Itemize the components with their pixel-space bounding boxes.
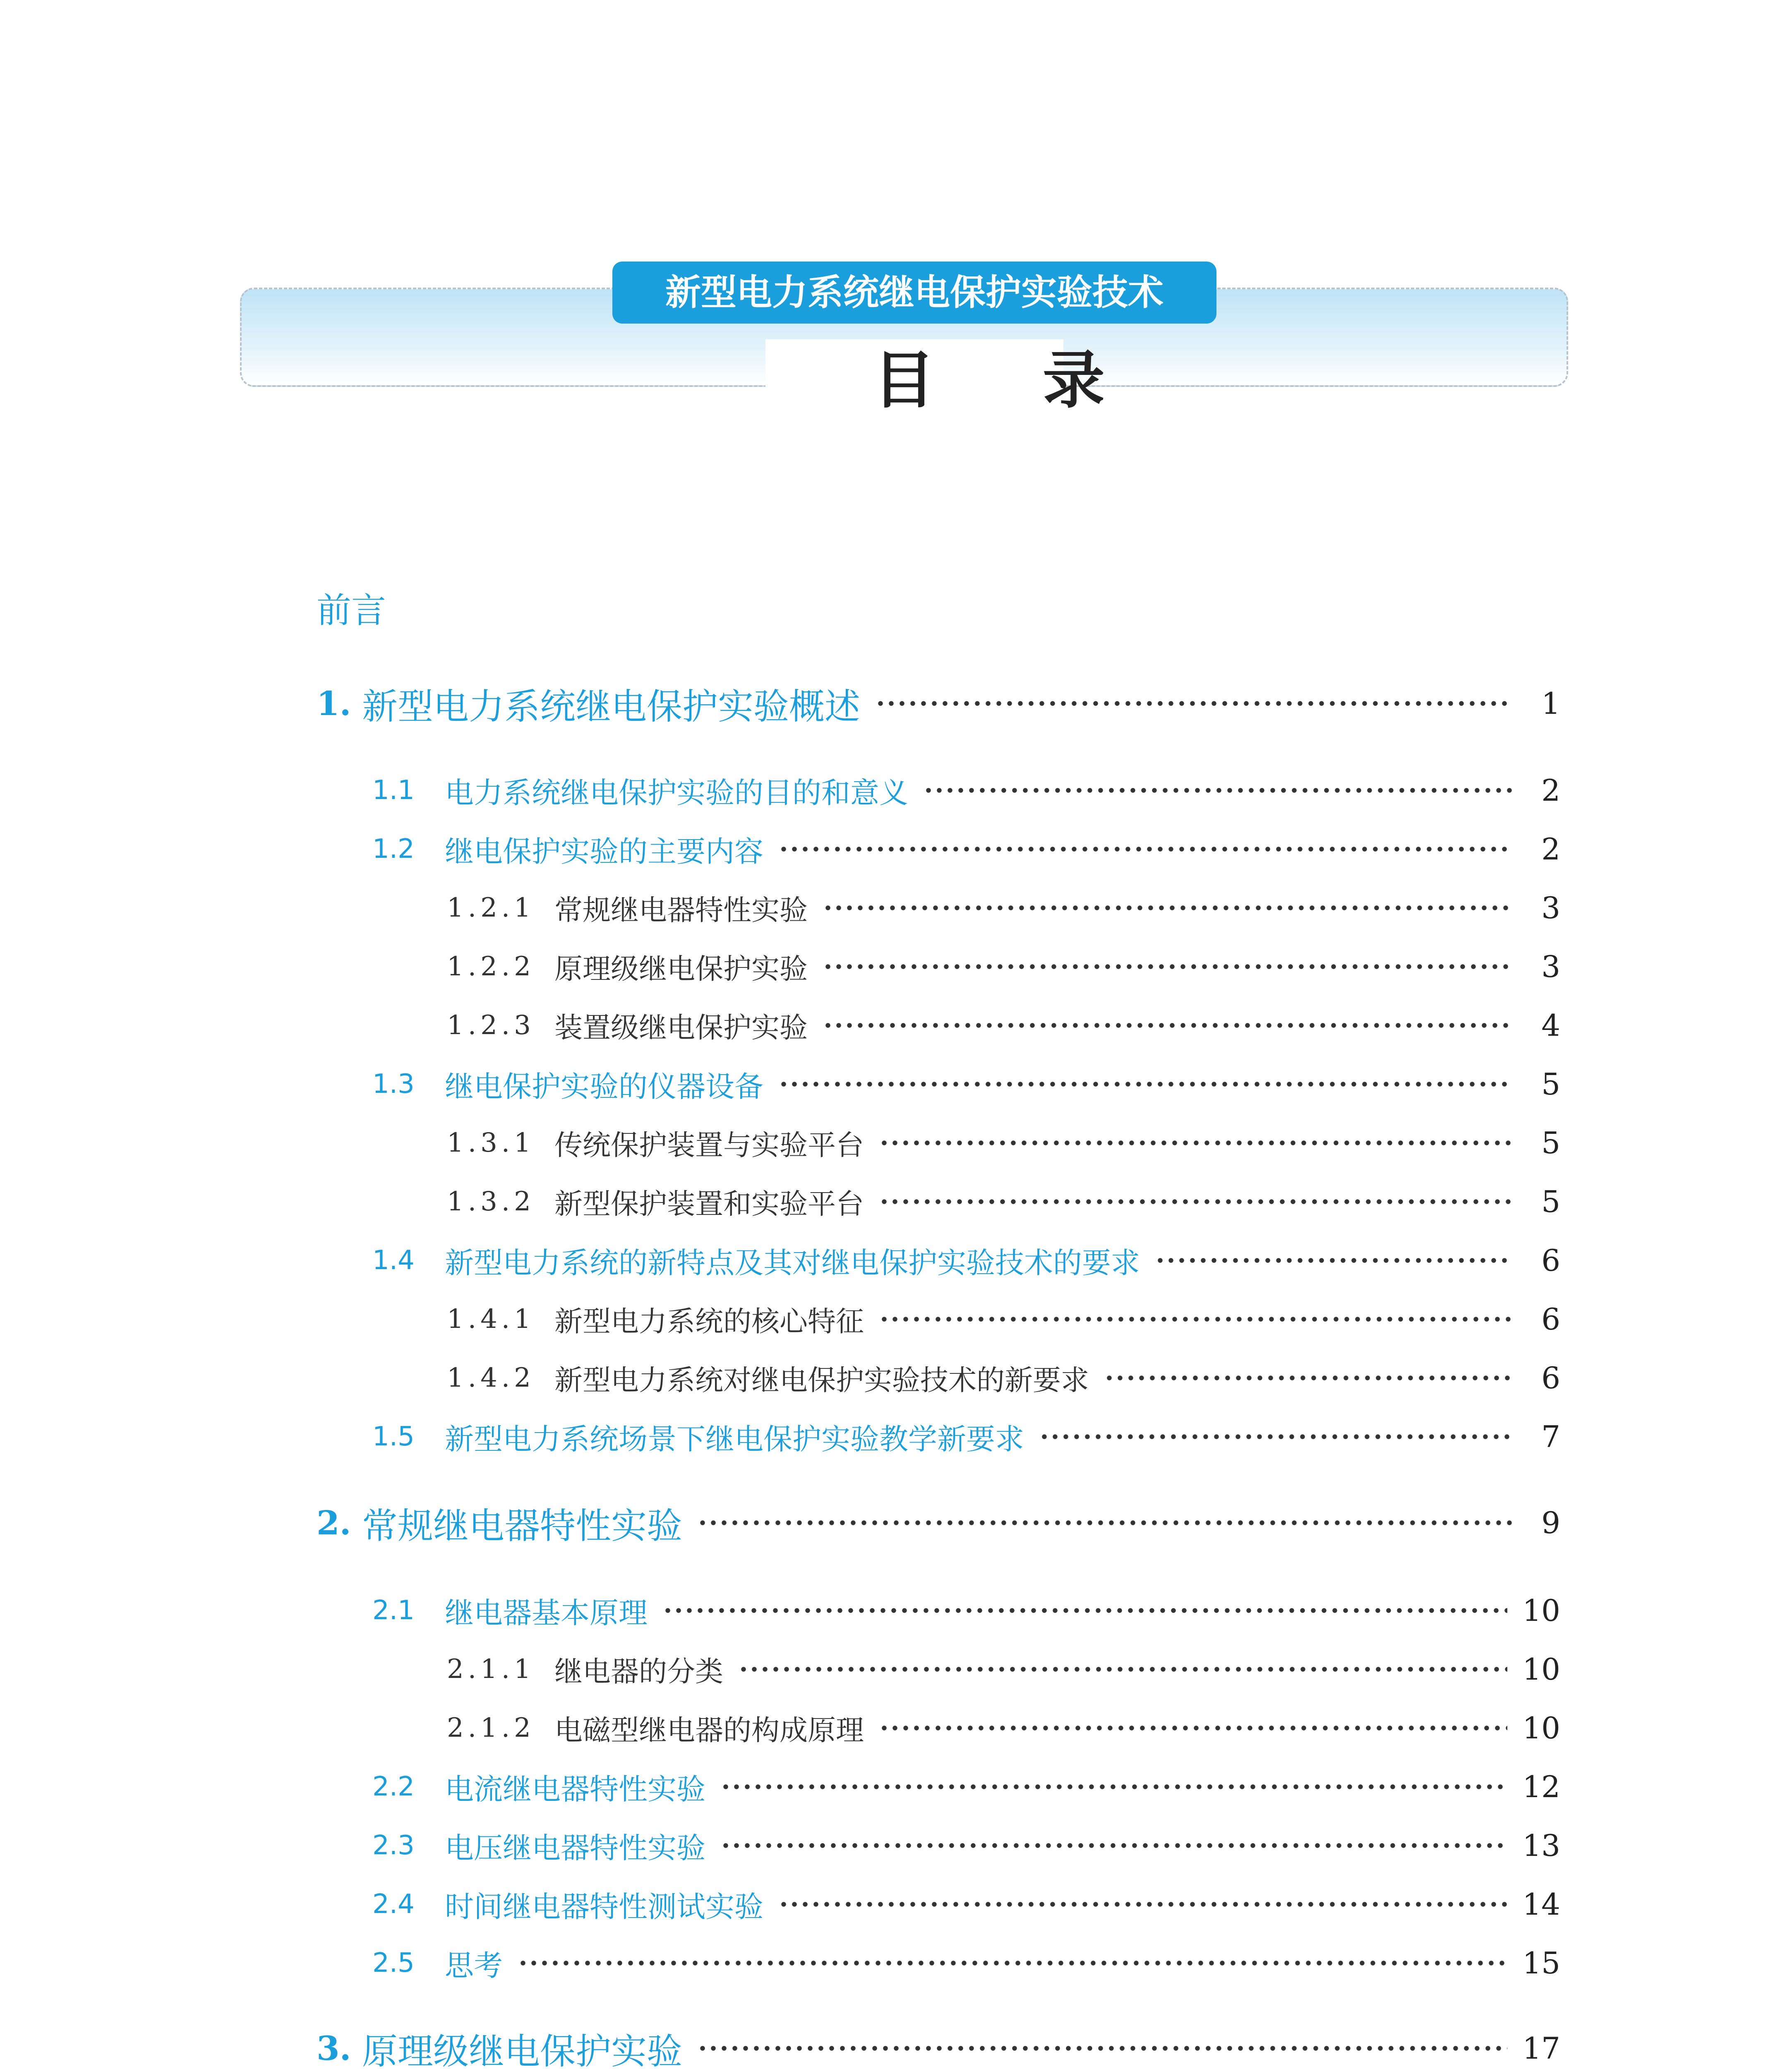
toc-entry-page-number: 7 [1541,1419,1560,1454]
toc-entry-title: 电磁型继电器的构成原理 [554,1714,864,1747]
dot-leader [720,1843,1507,1848]
toc-entry-page-number: 12 [1522,1769,1560,1804]
dot-leader [879,1140,1512,1145]
toc-entry-1-5[interactable] [0,1412,1792,1462]
toc-entry-number: 2.2 [372,1771,415,1802]
dot-leader [720,1784,1507,1789]
toc-entry-2-1-2[interactable] [0,1703,1792,1753]
toc-entry-number: 3. [317,2029,351,2068]
toc-entry-title: 电力系统继电保护实验的目的和意义 [445,775,908,810]
toc-entry-number: 1.2 [372,834,415,864]
toc-entry-page-number: 17 [1522,2031,1560,2066]
dot-leader [662,1608,1507,1613]
toc-entry-1[interactable] [0,674,1792,732]
toc-entry-title: 新型电力系统的核心特征 [554,1305,864,1338]
toc-entry-1-3-2[interactable] [0,1177,1792,1227]
toc-entry-1-3[interactable] [0,1059,1792,1109]
toc-entry-title: 原理级继电保护实验 [554,953,808,986]
toc-entry-page-number: 1 [1541,686,1560,721]
toc-entry-1-2-1[interactable] [0,883,1792,933]
toc-entry-2-5[interactable] [0,1938,1792,1988]
dot-leader [518,1961,1507,1966]
toc-entry-2-3[interactable] [0,1821,1792,1870]
toc-entry-1-1[interactable] [0,766,1792,815]
toc-entry-number: 2.5 [372,1948,415,1978]
toc-entry-3[interactable] [0,2019,1792,2069]
toc-entry-page-number: 4 [1541,1008,1560,1043]
toc-entry-number: 1.2.3 [447,1010,535,1041]
toc-entry-number: 2. [317,1503,351,1542]
toc-entry-1-2-3[interactable] [0,1001,1792,1050]
toc-entry-title: 常规继电器特性实验 [554,894,808,927]
toc-entry-number: 1.3.2 [447,1186,535,1217]
dot-leader [879,1199,1512,1204]
toc-entry-page-number: 6 [1541,1302,1560,1337]
toc-entry-page-number: 14 [1522,1887,1560,1922]
dot-leader [923,788,1512,793]
toc-entry-title: 传统保护装置与实验平台 [554,1129,864,1162]
dot-leader [1104,1375,1512,1380]
dot-leader [778,847,1512,852]
dot-leader [823,1023,1512,1028]
toc-entry-number: 2.3 [372,1830,415,1861]
dot-leader [1155,1258,1512,1263]
toc-entry-page-number: 10 [1522,1652,1560,1687]
toc-entry-page-number: 2 [1541,773,1560,808]
dot-leader [823,905,1512,910]
toc-entry-page-number: 6 [1541,1361,1560,1395]
toc-entry-number: 1.1 [372,775,415,806]
toc-entry-number: 1.5 [372,1421,415,1452]
toc-entry-title: 新型电力系统的新特点及其对继电保护实验技术的要求 [445,1246,1140,1280]
toc-entry-1-4-2[interactable] [0,1353,1792,1403]
toc-entry-title: 继电器基本原理 [445,1596,648,1630]
toc-entry-number: 1.4 [372,1245,415,1276]
dot-leader [697,1520,1512,1525]
toc-entry-1-2[interactable] [0,824,1792,874]
toc-entry-title: 电压继电器特性实验 [445,1831,705,1865]
toc-entry-title: 思考 [445,1948,503,1983]
toc-entry-number: 2.4 [372,1889,415,1920]
toc-heading: 目录 [765,339,1063,422]
toc-entry-page-number: 15 [1522,1946,1560,1980]
toc-entry-number: 1. [317,684,351,723]
toc-entry-page-number: 10 [1522,1593,1560,1628]
toc-entry-page-number: 3 [1541,949,1560,984]
toc-entry-title: 继电器的分类 [554,1655,724,1688]
toc-entry-number: 1.2.1 [447,893,535,923]
toc-entry-page-number: 9 [1541,1505,1560,1540]
toc-entry-number: 1.4.1 [447,1304,535,1335]
toc-entry-title: 时间继电器特性测试实验 [445,1889,763,1924]
toc-entry-2-1-1[interactable] [0,1644,1792,1694]
toc-entry-page-number: 5 [1541,1184,1560,1219]
toc-entry-page-number: 2 [1541,832,1560,866]
toc-entry-title: 继电保护实验的仪器设备 [445,1069,763,1104]
toc-entry-title: 原理级继电保护实验 [362,2031,682,2069]
toc-entry-page-number: 13 [1522,1828,1560,1863]
book-title: 新型电力系统继电保护实验技术 [612,262,1216,324]
toc-entry-number: 2.1.1 [447,1654,535,1685]
toc-entry-page-number: 5 [1541,1067,1560,1102]
toc-entry-title: 装置级继电保护实验 [554,1011,808,1044]
dot-leader [697,2046,1507,2051]
toc-entry-1-4-1[interactable] [0,1294,1792,1344]
toc-entry-title: 新型电力系统场景下继电保护实验教学新要求 [445,1422,1024,1456]
toc-entry-page-number: 6 [1541,1243,1560,1278]
toc-entry-title: 新型电力系统继电保护实验概述 [362,686,860,727]
toc-entry-title: 常规继电器特性实验 [362,1505,682,1547]
toc-entry-number: 1.3 [372,1069,415,1099]
dot-leader [778,1082,1512,1087]
toc-entry-title: 继电保护实验的主要内容 [445,834,763,869]
dot-leader [738,1667,1507,1672]
toc-entry-page-number: 3 [1541,890,1560,925]
dot-leader [879,1726,1507,1731]
toc-entry-1-3-1[interactable] [0,1118,1792,1168]
toc-entry-title: 新型保护装置和实验平台 [554,1188,864,1221]
toc-entry-1-4[interactable] [0,1236,1792,1285]
dot-leader [1039,1434,1512,1439]
toc-entry-number: 1.2.2 [447,951,535,982]
dot-leader [778,1902,1507,1907]
toc-entry-number: 2.1.2 [447,1713,535,1743]
toc-entry-page-number: 5 [1541,1126,1560,1160]
dot-leader [879,1317,1512,1322]
toc-entry-page-number: 10 [1522,1711,1560,1745]
toc-entry-2-4[interactable] [0,1879,1792,1929]
toc-entry-2-1[interactable] [0,1586,1792,1635]
toc-entry-number: 2.1 [372,1595,415,1626]
toc-entry-1-2-2[interactable] [0,942,1792,991]
dot-leader [823,964,1512,969]
toc-entry-2-2[interactable] [0,1762,1792,1812]
toc-entry-number: 1.3.1 [447,1128,535,1158]
dot-leader [875,701,1512,706]
toc-entry-2[interactable] [0,1494,1792,1552]
toc-preface-link[interactable]: 前言 [317,590,386,631]
toc-entry-title: 电流继电器特性实验 [445,1772,705,1806]
toc-entry-title: 新型电力系统对继电保护实验技术的新要求 [554,1364,1089,1397]
toc-entry-number: 1.4.2 [447,1363,535,1393]
